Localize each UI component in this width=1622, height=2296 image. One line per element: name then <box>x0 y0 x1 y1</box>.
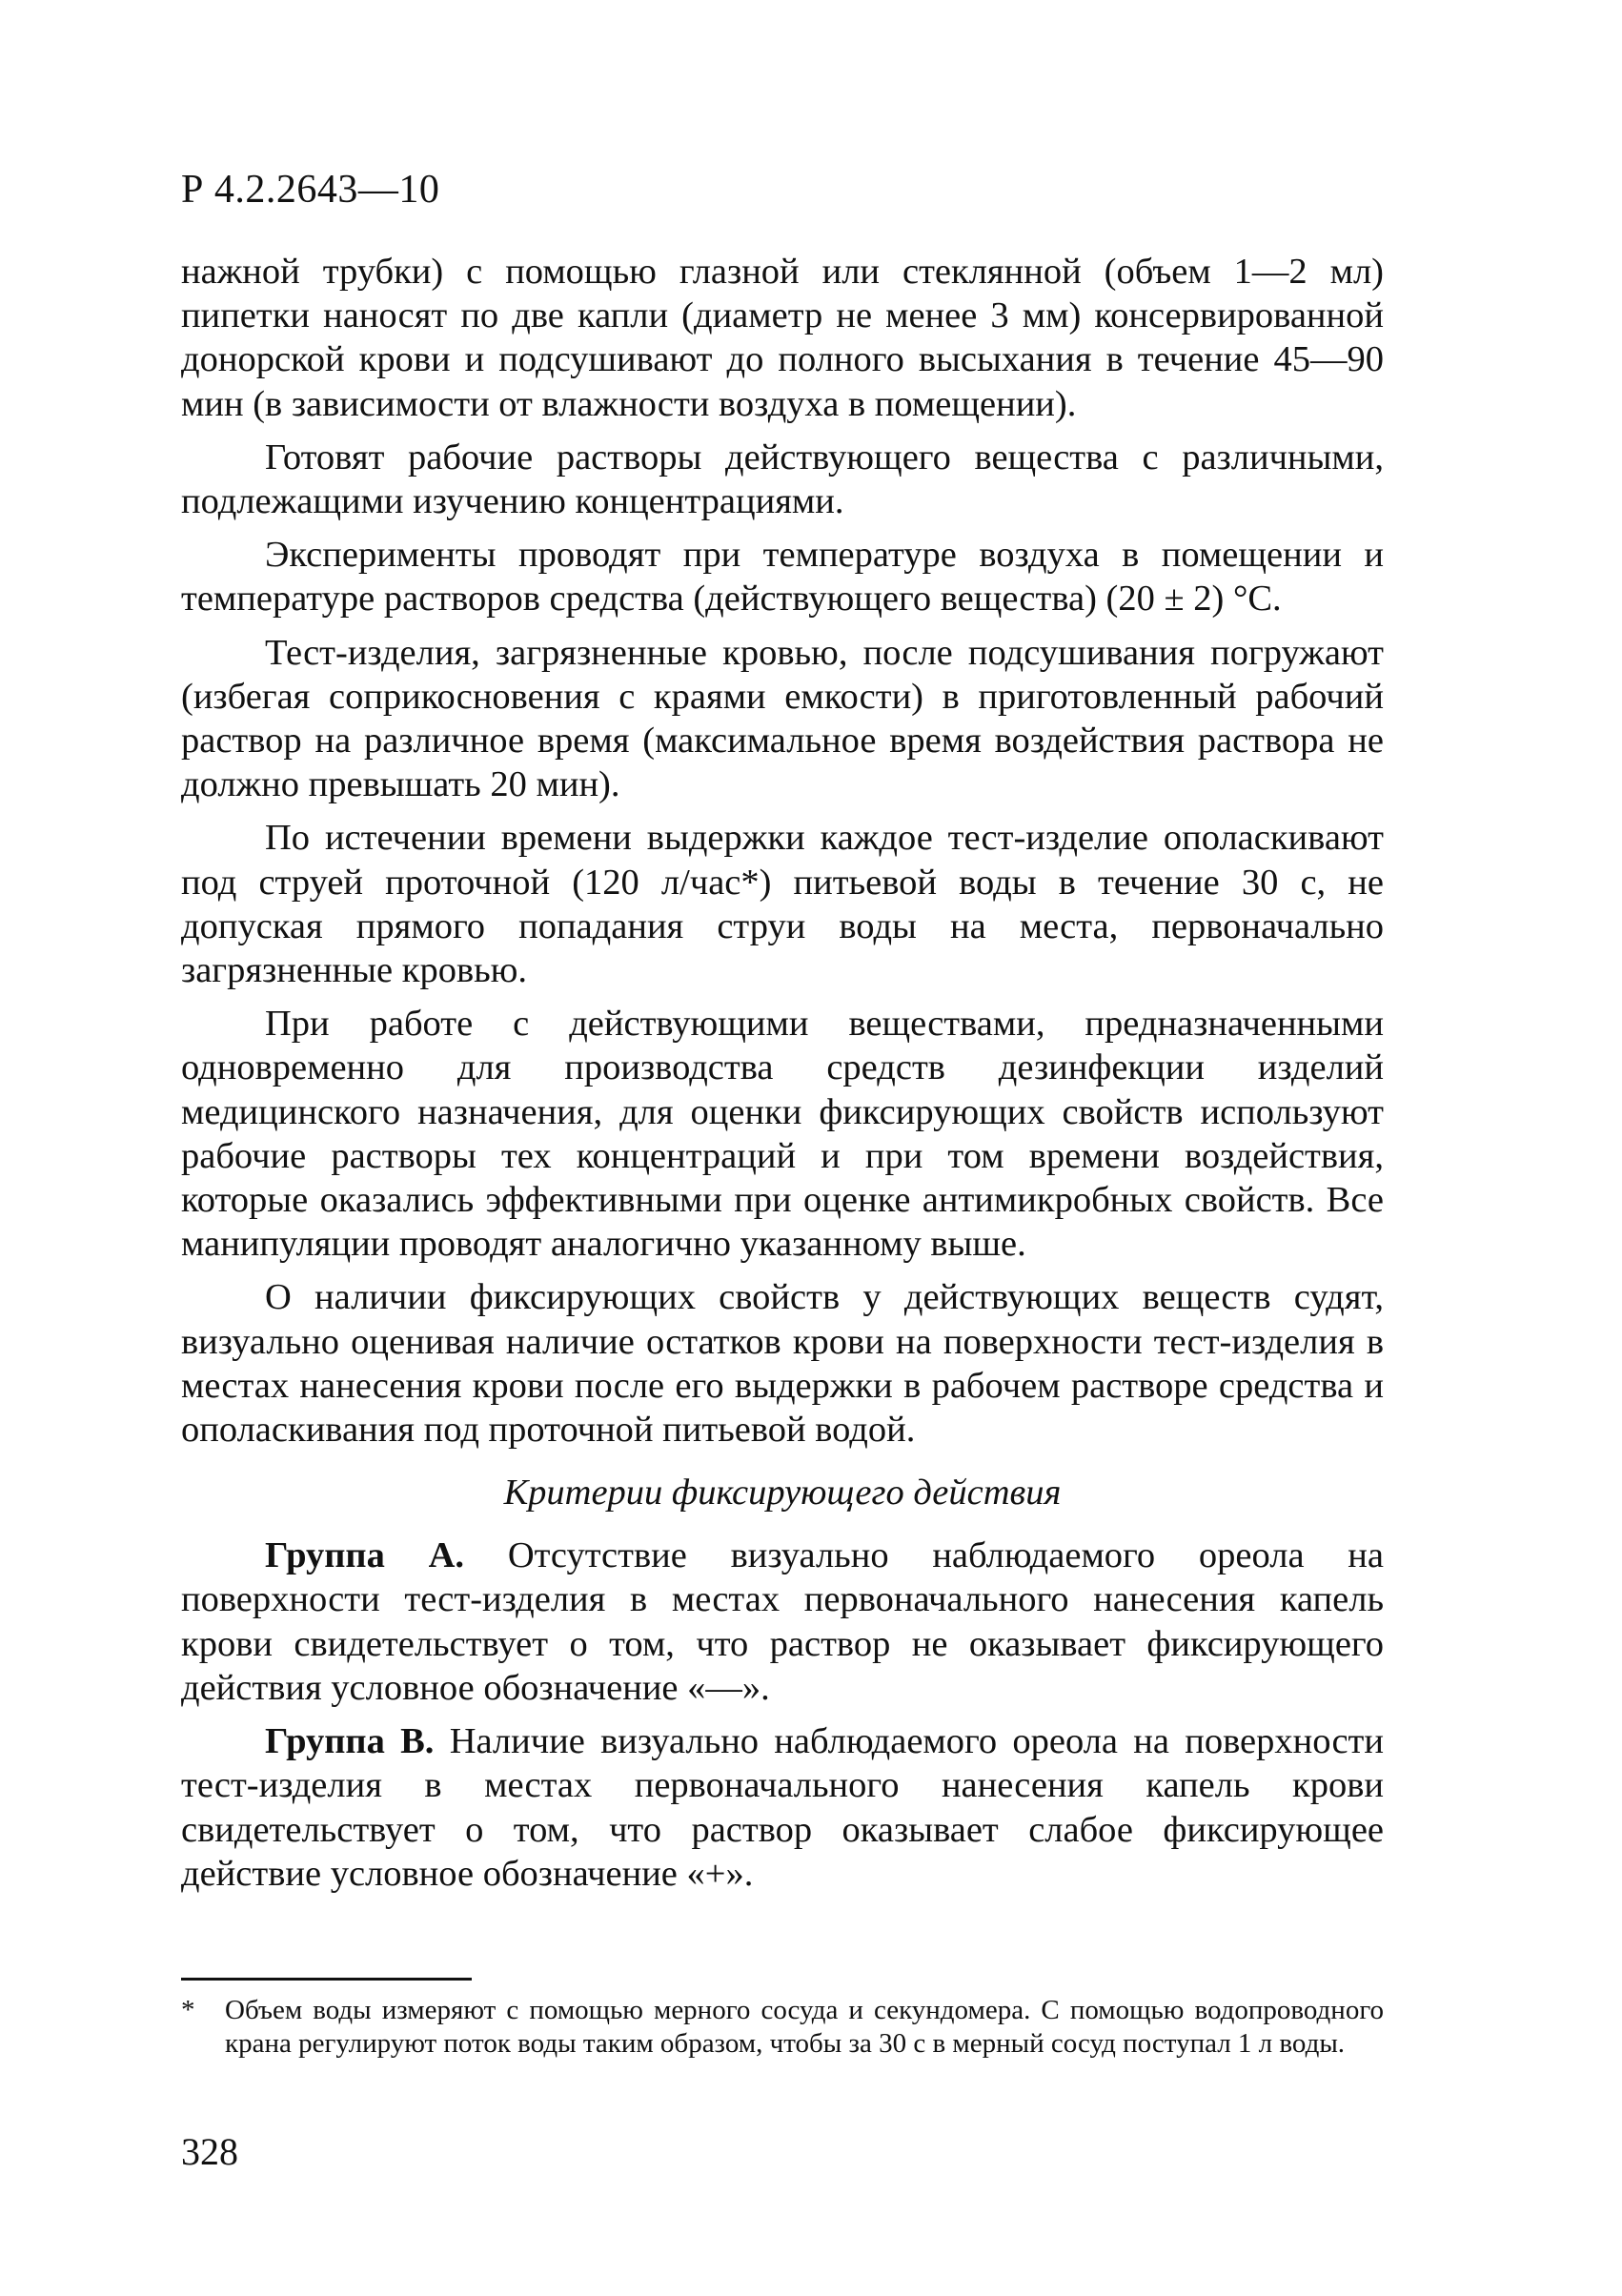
group-b-paragraph <box>181 1719 1384 1896</box>
paragraph-7: О наличии фиксирующих свойств у действующих веществ судят, визуально оценивая наличие остатков крови на поверхности тест-изделия в местах нанесения крови после его выдержки в рабочем растворе средства и ополаскивания под проточной питьевой водой. <box>181 1277 1384 1451</box>
group-b-term: Группа В. <box>265 1721 435 1762</box>
group-a-term: Группа А. <box>265 1535 465 1576</box>
document-code: Р 4.2.2643—10 <box>181 168 440 212</box>
footnote-divider <box>181 1978 472 1981</box>
group-a-paragraph <box>181 1534 1384 1710</box>
main-text <box>181 250 1384 1905</box>
page-number: 328 <box>181 2130 238 2173</box>
paragraph-4: Тест-изделия, загрязненные кровью, после подсушивания погружают (избегая соприкосновения с краями емкости) в приготовленный рабочий раствор на различное время (максимальное время воздействия раствора не должно превышать 20 мин). <box>181 632 1384 805</box>
footnote-text: Объем воды измеряют с помощью мерного сосуда и секундомера. С помощью водопроводного крана регулируют поток воды таким образом, чтобы за 30 с в мерный сосуд поступал 1 л воды. <box>225 1995 1384 2059</box>
criteria-heading: Критерии фиксирующего действия <box>503 1473 1062 1514</box>
footnote <box>181 1994 1384 2061</box>
paragraph-2: Готовят рабочие растворы действующего вещества с различными, подлежащими изучению концентрациями. <box>181 437 1384 522</box>
paragraph-6: При работе с действующими веществами, предназначенными одновременно для производства средств дезинфекции изделий медицинского назначения, для оценки фиксирующих свойств используют рабочие растворы тех концентраций и при том времени воздействия, которые оказались эффективными при оценке антимикробных свойств. Все манипуляции проводят аналогично указанному выше. <box>181 1004 1384 1265</box>
footnote-mark: * <box>181 1995 195 2025</box>
group-b-text: Наличие визуально наблюдаемого ореола на поверхности тест-изделия в местах первоначального нанесения капель крови свидетельствует о том, что раствор оказывает слабое фиксирующее действие условное обозначение «+». <box>181 1721 1384 1894</box>
paragraph-3: Эксперименты проводят при температуре воздуха в помещении и температуре растворов средства (действующего вещества) (20 ± 2) °С. <box>181 535 1384 620</box>
group-a-text: Отсутствие визуально наблюдаемого ореола на поверхности тест-изделия в местах первоначального нанесения капель крови свидетельствует о том, что раствор не оказывает фиксирующего действия условное обозначение «—». <box>181 1535 1384 1708</box>
paragraph-5: По истечении времени выдержки каждое тест-изделие ополаскивают под струей проточной (120 л/час*) питьевой воды в течение 30 с, не допуская прямого попадания струи воды на места, первоначально загрязненные кровью. <box>181 818 1384 991</box>
paragraph-1: нажной трубки) с помощью глазной или стеклянной (объем 1—2 мл) пипетки наносят по две капли (диаметр не менее 3 мм) консервированной донорской крови и подсушивают до полного высыхания в течение 45—90 мин (в зависимости от влажности воздуха в помещении). <box>181 252 1384 424</box>
